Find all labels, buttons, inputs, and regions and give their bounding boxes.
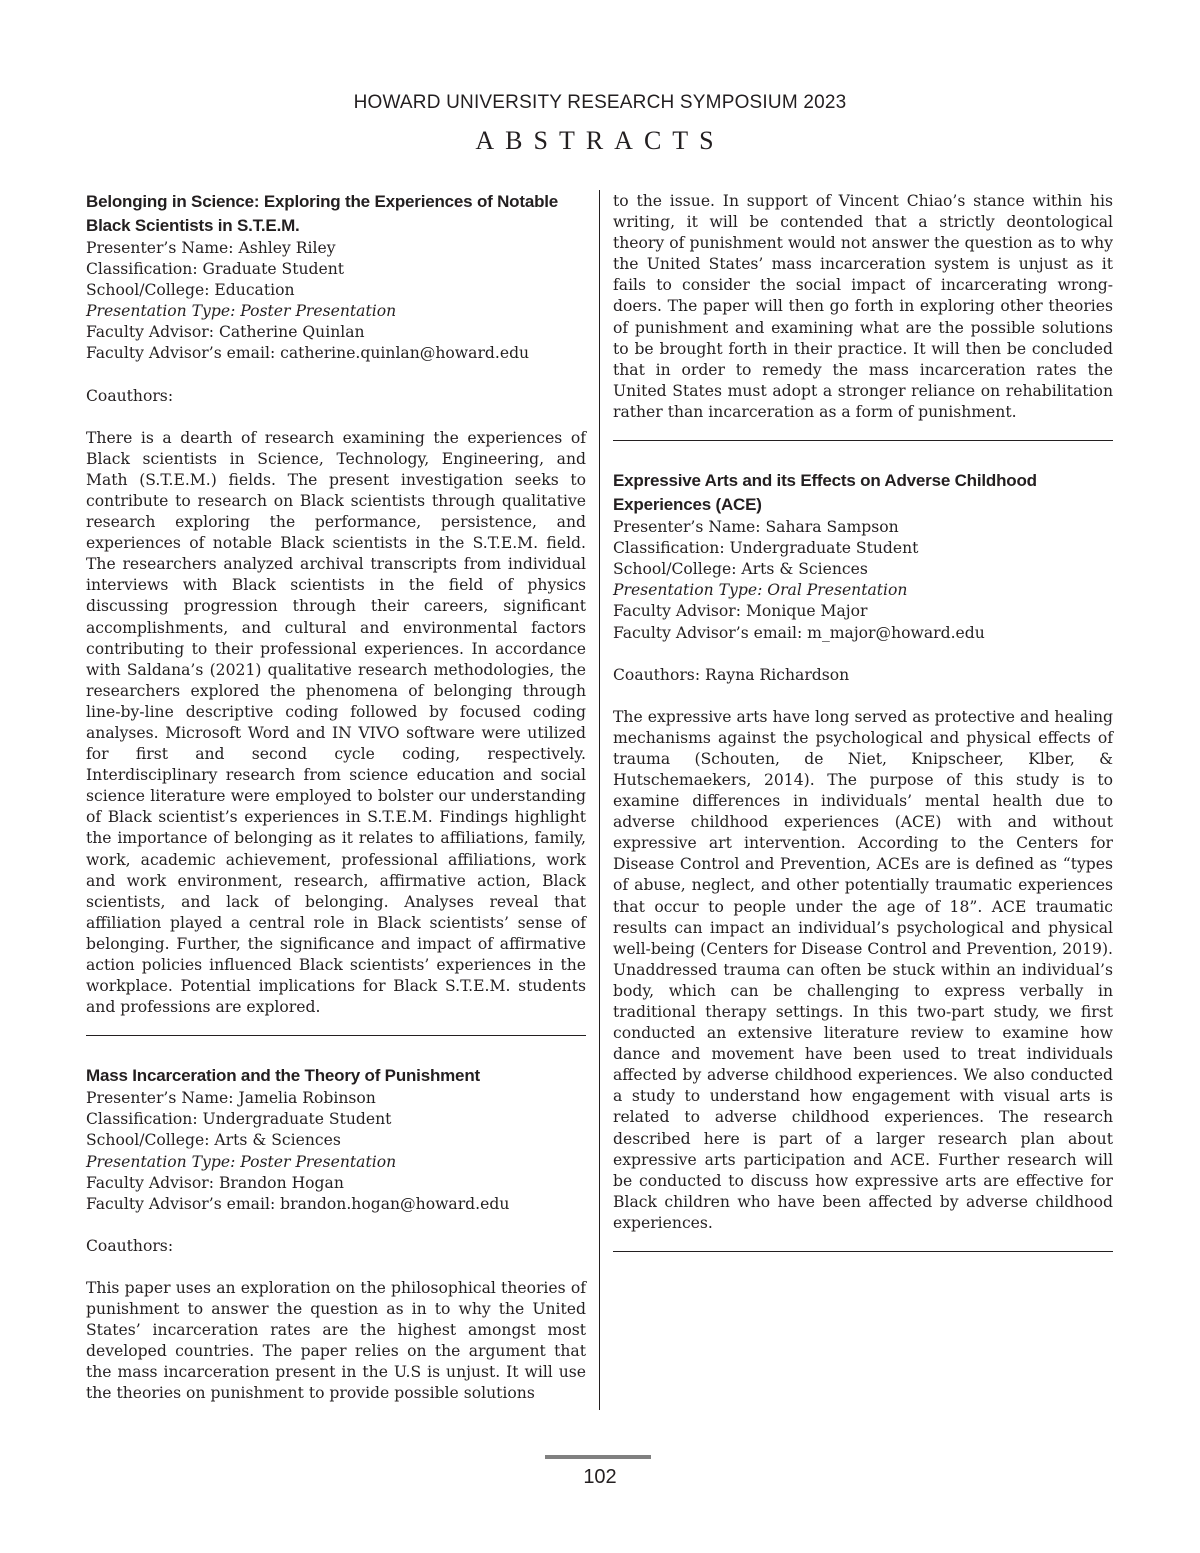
presentation-type: Presentation Type: Poster Presentation [86, 302, 397, 321]
abstract-body: The expressive arts have long served as protective and healing mechanisms against the psychological and physical effects of trauma (Schouten, de Niet, Knipscheer, Klber, & Hutschemaekers, 2014). The purpose of this study is to examine differences in individuals’ mental health due to adverse childhood experiences (ACE) with and without expressive art intervention. According to the Centers for Disease Control and Prevention, ACEs are is defined as “types of abuse, neglect, and other potentially traumatic experiences that occur to people under the age of 18”. ACE traumatic results can impact an individual’s psychological and physical well-being (Centers for Disease Control and Prevention, 2019). Unaddressed trauma can often be stuck within an individual’s body, which can be challenging to express verbally in traditional therapy settings. In this two-part study, we first conducted an extensive literature review to examine how dance and movement have been used to treat individuals affected by adverse childhood experiences. We also conducted a study to understand how engagement with visual arts is related to adverse childhood experiences. The research described here is part of a larger research plan about expressive arts participation and ACE. Further research will be conducted to discuss how expressive arts are effective for Black children who have been affected by adverse childhood experiences. [613, 707, 1113, 1232]
faculty-advisor: Faculty Advisor: Brandon Hogan [86, 1173, 344, 1192]
faculty-advisor: Faculty Advisor: Monique Major [613, 602, 868, 621]
column-divider [599, 190, 600, 1410]
section-rule [613, 1251, 1113, 1252]
coauthors: Coauthors: [86, 1236, 174, 1255]
presentation-type: Presentation Type: Poster Presentation [86, 1152, 397, 1171]
section-title: ABSTRACTS [475, 126, 725, 155]
abstract-body: This paper uses an exploration on the philosophical theories of punishment to answer the question as in to why the United States’ incarceration rates are the highest amongst most developed countries. The paper relies on the argument that the mass incarceration present in the U.S is unjust. It will use the theories on punishment to provide possible solutions [86, 1278, 586, 1403]
presenter-name: Presenter’s Name: Sahara Sampson [613, 518, 899, 537]
section-rule [613, 440, 1113, 441]
classification: Classification: Undergraduate Student [613, 539, 919, 558]
school-college: School/College: Education [86, 281, 295, 300]
left-column [86, 190, 586, 1405]
presenter-name: Presenter’s Name: Jamelia Robinson [86, 1089, 376, 1108]
section-rule [86, 1035, 586, 1036]
abstract-body-continued: to the issue. In support of Vincent Chiao’s stance within his writing, it will be contended that a strictly deontological theory of punishment would not answer the question as to why the United States’ mass incarceration system is unjust as it fails to consider the social impact of incarcerating wrong-doers. The paper will then go forth in exploring other theories of punishment and examining what are the possible solutions to be brought forth in their practice. It will then be concluded that in order to remedy the mass incarceration rates the United States must adopt a stronger reliance on rehabilitation rather than incarceration as a form of punishment. [613, 192, 1113, 421]
faculty-advisor-email: Faculty Advisor’s email: catherine.quinlan@howard.edu [86, 344, 530, 363]
abstract-block [613, 469, 1113, 1234]
page-number: 102 [583, 1466, 617, 1488]
classification: Classification: Graduate Student [86, 260, 345, 279]
abstract-body: There is a dearth of research examining the experiences of Black scientists in Science, Technology, Engineering, and Math (S.T.E.M.) fields. The present investigation seeks to contribute to research on Black scientists through qualitative research exploring the performance, persistence, and experiences of notable Black scientists in the S.T.E.M. field. The researchers analyzed archival transcripts from individual interviews with Black scientists in the field of physics discussing progression through their careers, significant accomplishments, and cultural and environmental factors contributing to their professional experiences. In accordance with Saldana’s (2021) qualitative research methodologies, the researchers explored the phenomena of belonging through line-by-line descriptive coding followed by focused coding analyses. Microsoft Word and IN VIVO software were utilized for first and second cycle coding, respectively. Interdisciplinary research from science education and social science literature were employed to bolster our understanding of Black scientist’s experiences in S.T.E.M. Findings highlight the importance of belonging as it relates to affiliations, family, work, academic achievement, professional affiliations, work and work environment, research, affirmative action, Black scientists, and lack of belonging. Analyses reveal that affiliation played a central role in Black scientists’ sense of belonging. Further, the significance and impact of affirmative action policies influenced Black scientists’ experiences in the workplace. Potential implications for Black S.T.E.M. students and professions are explored. [86, 428, 586, 1017]
running-head: HOWARD UNIVERSITY RESEARCH SYMPOSIUM 2023 [353, 92, 847, 113]
school-college: School/College: Arts & Sciences [613, 560, 868, 579]
abstract-title: Belonging in Science: Exploring the Experiences of Notable Black Scientists in S.T.E.M. [86, 192, 559, 235]
faculty-advisor-email: Faculty Advisor’s email: brandon.hogan@howard.edu [86, 1194, 510, 1213]
presentation-type: Presentation Type: Oral Presentation [613, 581, 908, 600]
presenter-name: Presenter’s Name: Ashley Riley [86, 239, 336, 257]
coauthors: Coauthors: Rayna Richardson [613, 665, 850, 684]
school-college: School/College: Arts & Sciences [86, 1131, 341, 1150]
page-number-bar [545, 1455, 651, 1459]
abstract-block [86, 1064, 586, 1404]
faculty-advisor: Faculty Advisor: Catherine Quinlan [86, 323, 365, 342]
right-column [613, 191, 1113, 1280]
faculty-advisor-email: Faculty Advisor’s email: m_major@howard.edu [613, 623, 985, 642]
abstract-title: Mass Incarceration and the Theory of Punishment [86, 1066, 480, 1086]
coauthors: Coauthors: [86, 386, 174, 405]
classification: Classification: Undergraduate Student [86, 1110, 392, 1129]
abstract-title: Expressive Arts and its Effects on Adverse Childhood Experiences (ACE) [613, 471, 1037, 515]
abstract-block [86, 190, 586, 1018]
